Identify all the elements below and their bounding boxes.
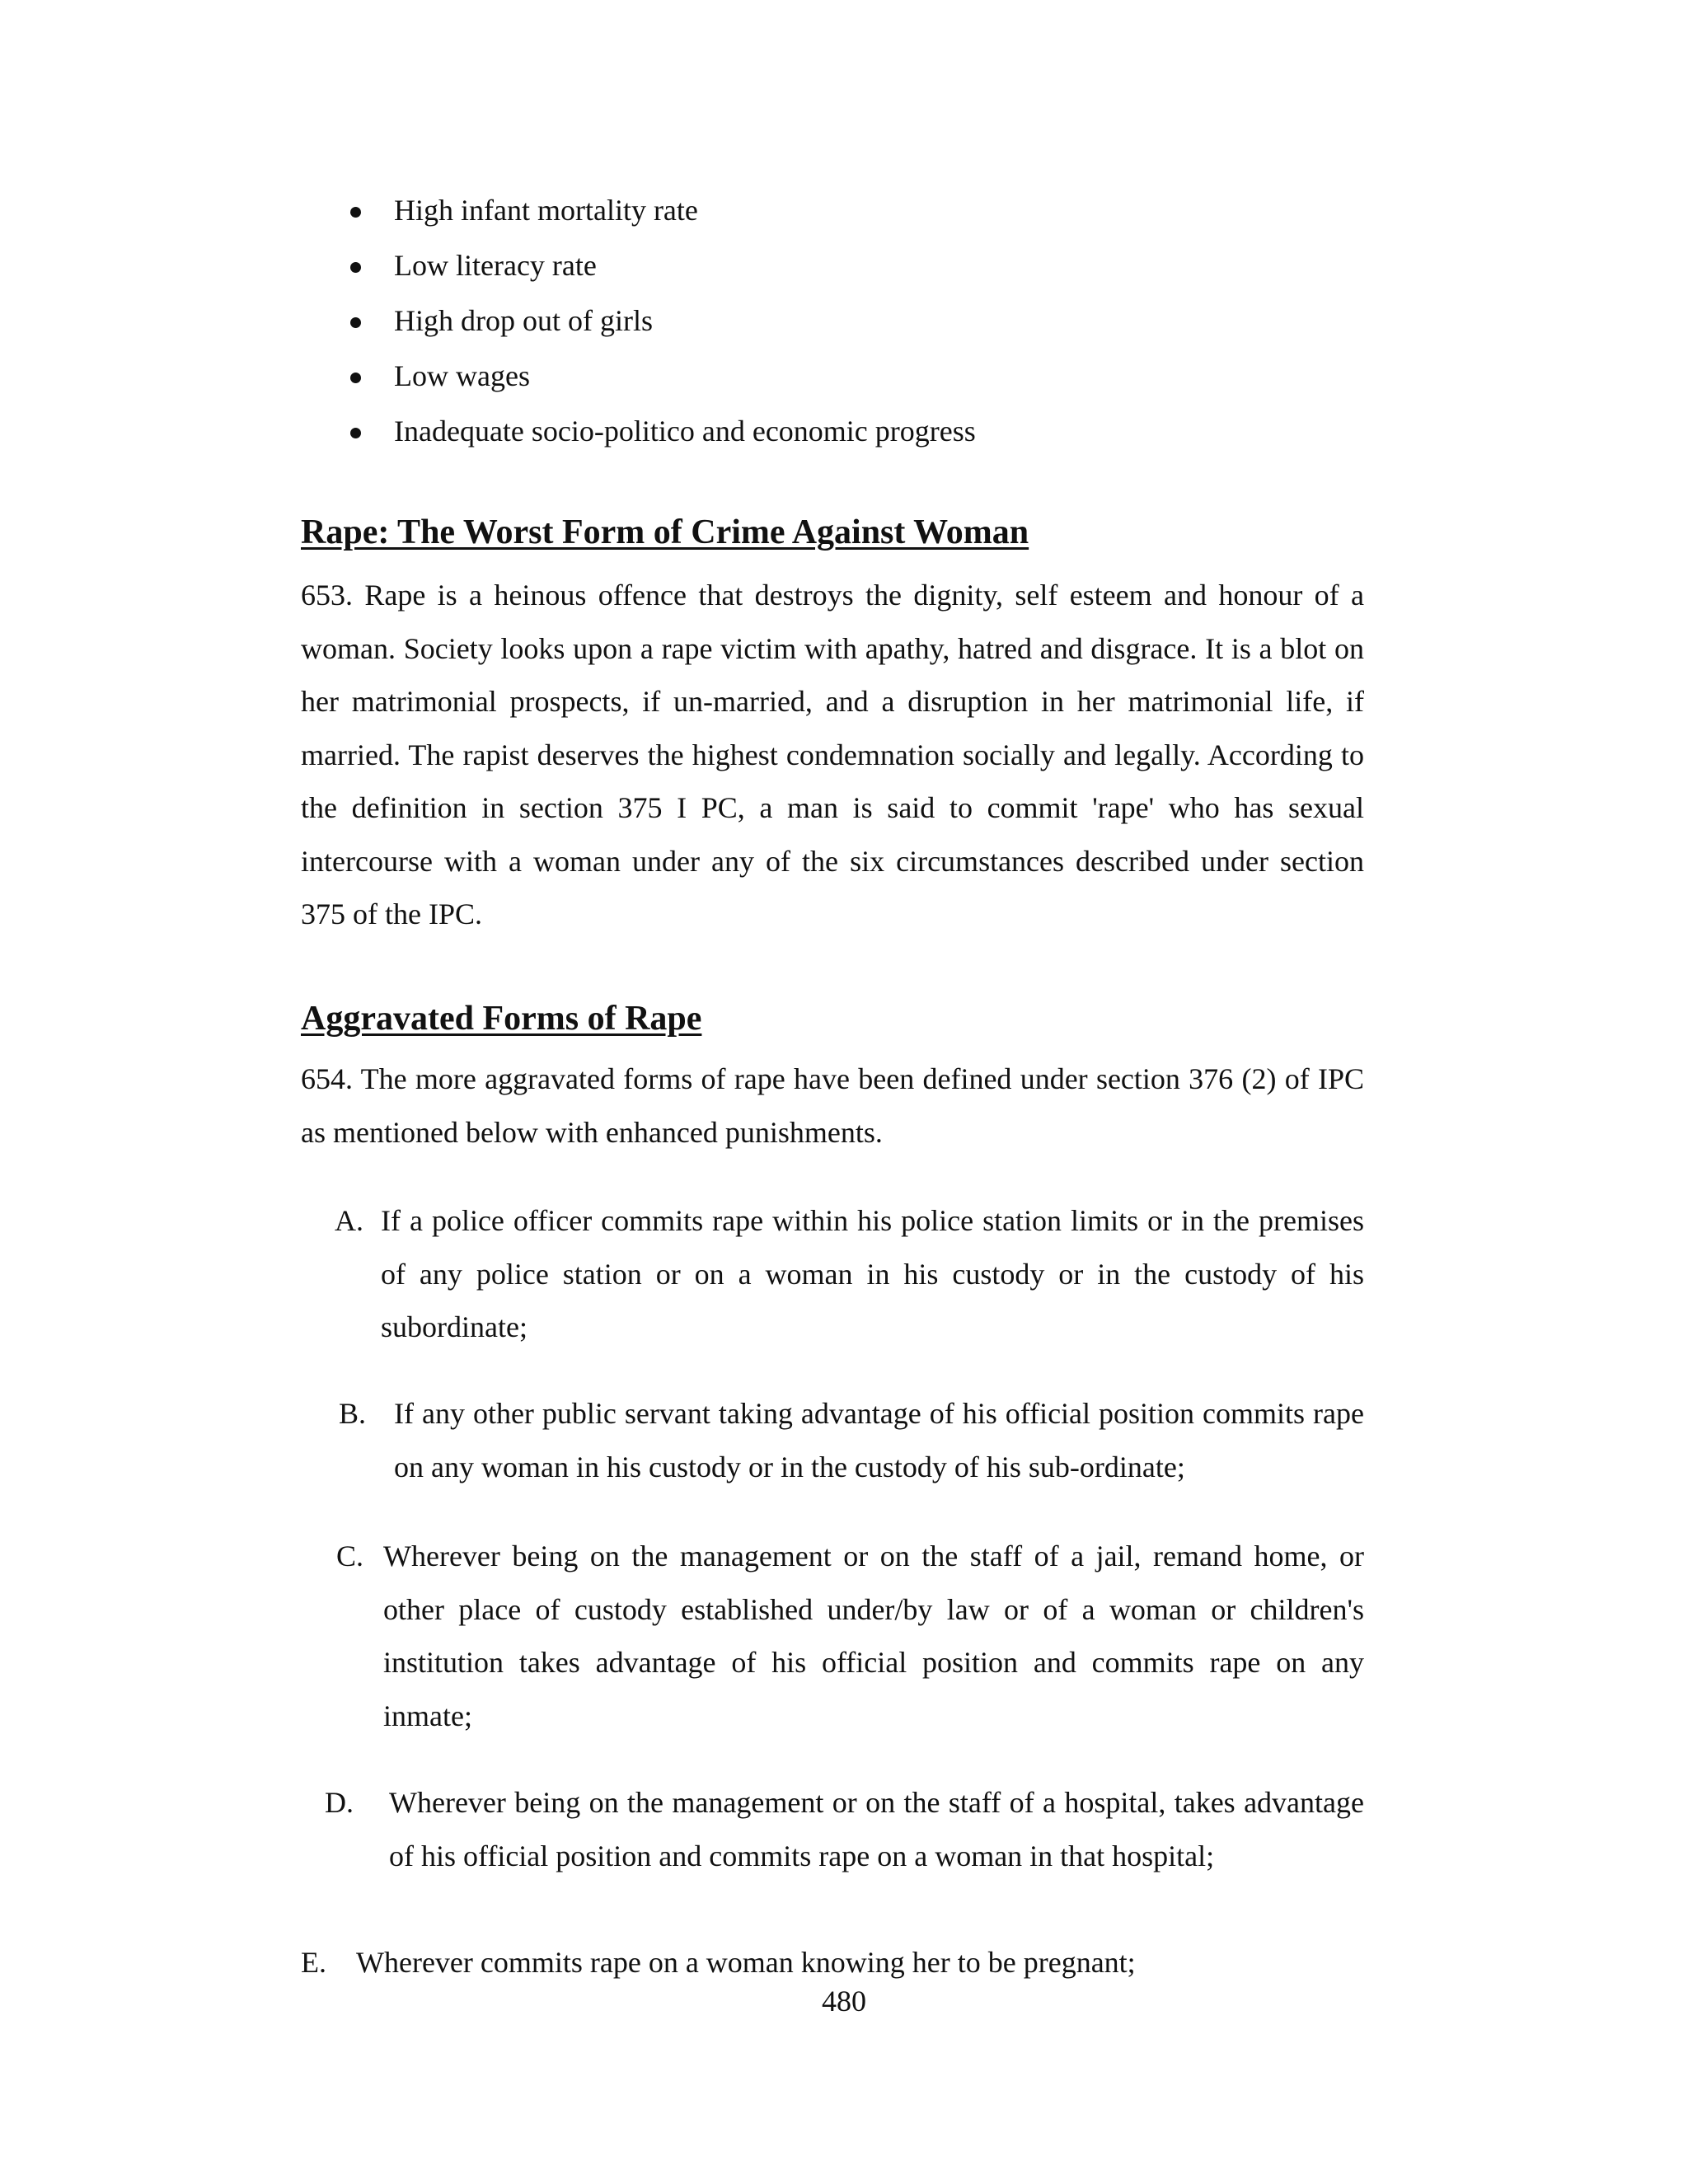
item-text: If any other public servant taking advantage of his official position commits rape on any woman in his custody or in the custody of his sub-ordinate; (394, 1397, 1364, 1483)
section-heading-aggravated: Aggravated Forms of Rape (301, 1000, 702, 1038)
item-letter: B. (339, 1397, 367, 1430)
bullet-list (345, 183, 976, 459)
list-item (345, 293, 976, 349)
list-item-d (325, 1776, 1364, 1882)
item-text: Wherever being on the management or on the staff of a jail, remand home, or other place of custody established under/by law or of a woman or children's institution takes advantage of his official position and commits rape on any inmate; (383, 1540, 1364, 1732)
bullet-text: High infant mortality rate (394, 194, 698, 227)
list-item-c (336, 1530, 1364, 1742)
item-text: If a police officer commits rape within his police station limits or in the premises of any police station or on a woman in his custody or in the custody of his subordinate; (381, 1204, 1364, 1343)
bullet-text: Low wages (394, 359, 530, 392)
bullet-icon (350, 428, 361, 438)
bullet-icon (350, 207, 361, 218)
paragraph-653: 653. Rape is a heinous offence that destroys the dignity, self esteem and honour of a woman. Society looks upon a rape victim with apathy, hatred and disgrace. It is a blot on her matrimonial prospects, if un-married, and a disruption in her matrimonial life, if married. The rapist deserves the highest condemnation socially and legally. According to the definition in section 375 I PC, a man is said to commit 'rape' who has sexual intercourse with a woman under any of the six circumstances described under section 375 of the IPC. (301, 579, 1364, 930)
page-number: 480 (822, 1985, 866, 2018)
bullet-text: High drop out of girls (394, 304, 653, 337)
list-item (345, 183, 976, 238)
paragraph-654: 654. The more aggravated forms of rape have been defined under section 376 (2) of IPC as mentioned below with enhanced punishments. (301, 1062, 1364, 1149)
section-heading-rape: Rape: The Worst Form of Crime Against Woman (301, 513, 1029, 551)
list-item (345, 404, 976, 459)
bullet-icon (350, 317, 361, 328)
list-item-e (301, 1936, 1364, 1990)
item-letter: A. (335, 1204, 363, 1237)
bullet-text: Low literacy rate (394, 249, 597, 282)
item-letter: C. (336, 1540, 364, 1572)
list-item (345, 238, 976, 293)
list-item-a (335, 1194, 1364, 1354)
bullet-icon (350, 373, 361, 383)
list-item-b (339, 1387, 1364, 1493)
item-text: Wherever being on the management or on the staff of a hospital, takes advantage of his official position and commits rape on a woman in that hospital; (389, 1786, 1364, 1872)
list-item (345, 349, 976, 404)
bullet-text: Inadequate socio-politico and economic progress (394, 415, 976, 448)
item-letter: D. (325, 1786, 354, 1819)
item-text: Wherever commits rape on a woman knowing her to be pregnant; (356, 1946, 1136, 1979)
item-letter: E. (301, 1946, 326, 1979)
bullet-icon (350, 262, 361, 273)
